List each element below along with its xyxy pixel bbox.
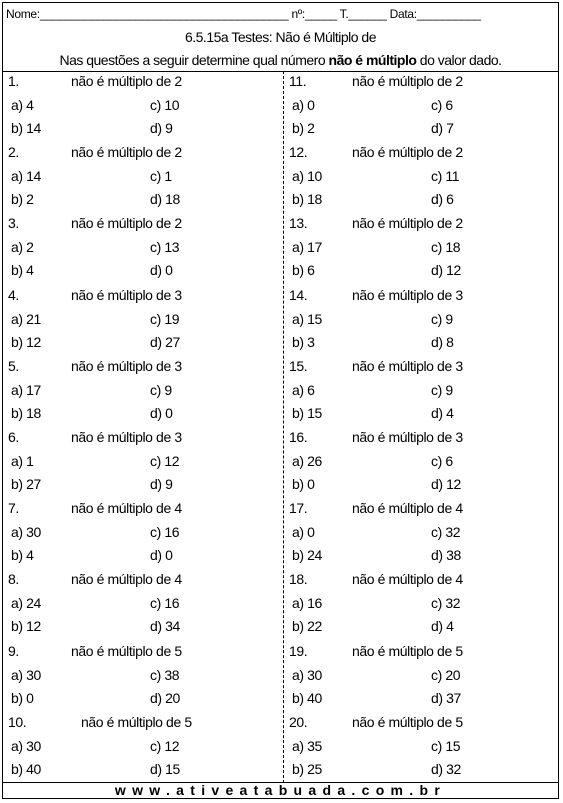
questions-area — [3, 71, 558, 783]
option-a: a) 17 — [11, 381, 41, 398]
option-d: d) 9 — [150, 476, 173, 492]
option-c: c) 19 — [150, 310, 180, 327]
option-d: d) 0 — [150, 404, 173, 421]
option-c: c) 9 — [150, 381, 172, 398]
option-b: b) 6 — [292, 262, 315, 279]
question-statement: não é múltiplo de 3 — [352, 286, 463, 303]
option-c: c) 13 — [150, 239, 180, 256]
option-c: c) 16 — [150, 524, 180, 541]
question-number: 7. — [8, 500, 19, 517]
question-number: 1. — [8, 73, 19, 89]
option-c: c) 9 — [431, 310, 453, 327]
option-a: a) 4 — [11, 97, 34, 113]
option-c: c) 18 — [431, 239, 461, 256]
option-d: d) 7 — [431, 120, 454, 136]
option-a: a) 15 — [292, 310, 322, 327]
option-c: c) 9 — [431, 381, 453, 398]
option-c: c) 38 — [150, 666, 180, 683]
option-d: d) 0 — [150, 262, 173, 279]
option-c: c) 15 — [431, 737, 461, 754]
option-b: b) 18 — [292, 191, 322, 208]
option-a: a) 30 — [11, 666, 41, 683]
question-12 — [286, 142, 562, 213]
question-14 — [286, 285, 562, 356]
option-a: a) 30 — [11, 737, 41, 754]
option-d: d) 38 — [431, 547, 461, 564]
option-c: c) 12 — [150, 737, 180, 754]
option-a: a) 21 — [11, 310, 41, 327]
option-b: b) 22 — [292, 618, 322, 635]
option-a: a) 30 — [11, 524, 41, 541]
option-b: b) 25 — [292, 760, 322, 777]
question-7 — [5, 498, 281, 569]
option-d: d) 8 — [431, 333, 454, 350]
option-c: c) 10 — [150, 97, 180, 113]
question-number: 3. — [8, 215, 19, 232]
option-a: a) 35 — [292, 737, 322, 754]
question-number: 9. — [8, 642, 19, 659]
question-number: 5. — [8, 357, 19, 374]
option-d: d) 18 — [150, 191, 180, 208]
option-a: a) 10 — [292, 168, 322, 185]
option-b: b) 2 — [292, 120, 315, 136]
question-2 — [5, 142, 281, 213]
question-statement: não é múltiplo de 2 — [352, 215, 463, 232]
worksheet-page — [2, 2, 559, 799]
question-statement: não é múltiplo de 2 — [71, 215, 182, 232]
question-19 — [286, 641, 562, 712]
option-a: a) 30 — [292, 666, 322, 683]
question-9 — [5, 641, 281, 712]
instruction-bold: não é múltiplo — [328, 52, 417, 68]
question-17 — [286, 498, 562, 569]
option-a: a) 26 — [292, 453, 322, 469]
instruction-after: do valor dado. — [416, 52, 502, 68]
option-b: b) 12 — [11, 333, 41, 350]
question-5 — [5, 356, 281, 427]
student-info-line: Nome:_______________________________________ nº:_____ T.______ Data:__________ — [6, 7, 481, 21]
question-number: 13. — [289, 215, 308, 232]
option-d: d) 4 — [431, 404, 454, 421]
option-d: d) 9 — [150, 120, 173, 136]
option-b: b) 3 — [292, 333, 315, 350]
question-number: 14. — [289, 286, 308, 303]
question-number: 17. — [289, 500, 308, 517]
option-c: c) 32 — [431, 595, 461, 612]
option-b: b) 15 — [292, 404, 322, 421]
question-4 — [5, 285, 281, 356]
question-11 — [286, 71, 562, 142]
option-c: c) 6 — [431, 97, 453, 113]
option-c: c) 32 — [431, 524, 461, 541]
question-number: 15. — [289, 357, 308, 374]
question-number: 8. — [8, 571, 19, 588]
question-number: 10. — [8, 713, 27, 730]
option-b: b) 24 — [292, 547, 322, 564]
option-a: a) 0 — [292, 97, 315, 113]
question-number: 20. — [289, 713, 308, 730]
option-b: b) 40 — [292, 689, 322, 706]
option-c: c) 6 — [431, 453, 453, 469]
option-a: a) 1 — [11, 453, 34, 469]
question-number: 16. — [289, 429, 308, 445]
question-statement: não é múltiplo de 4 — [71, 571, 182, 588]
question-3 — [5, 213, 281, 284]
option-a: a) 14 — [11, 168, 41, 185]
option-b: b) 14 — [11, 120, 41, 136]
option-c: c) 11 — [431, 168, 460, 185]
option-c: c) 20 — [431, 666, 461, 683]
option-a: a) 17 — [292, 239, 322, 256]
option-a: a) 6 — [292, 381, 315, 398]
question-number: 4. — [8, 286, 19, 303]
option-d: d) 34 — [150, 618, 180, 635]
option-b: b) 0 — [292, 476, 315, 492]
option-a: a) 16 — [292, 595, 322, 612]
question-statement: não é múltiplo de 2 — [352, 73, 463, 89]
question-15 — [286, 356, 562, 427]
option-d: d) 0 — [150, 547, 173, 564]
question-16 — [286, 427, 562, 498]
question-number: 12. — [289, 144, 308, 161]
question-number: 6. — [8, 429, 19, 445]
option-a: a) 0 — [292, 524, 315, 541]
option-b: b) 27 — [11, 476, 41, 492]
option-b: b) 18 — [11, 404, 41, 421]
question-1 — [5, 71, 281, 142]
option-d: d) 37 — [431, 689, 461, 706]
question-number: 19. — [289, 642, 308, 659]
question-statement: não é múltiplo de 4 — [352, 500, 463, 517]
option-b: b) 12 — [11, 618, 41, 635]
question-statement: não é múltiplo de 2 — [71, 144, 182, 161]
option-d: d) 12 — [431, 476, 461, 492]
question-number: 11. — [289, 73, 307, 89]
question-statement: não é múltiplo de 4 — [352, 571, 463, 588]
question-statement: não é múltiplo de 3 — [352, 429, 463, 445]
option-d: d) 15 — [150, 760, 180, 777]
footer-website: www.ativeatabuada.com.br — [114, 782, 447, 798]
option-a: a) 2 — [11, 239, 34, 256]
option-b: b) 2 — [11, 191, 34, 208]
question-10 — [5, 712, 281, 783]
instruction-text — [3, 51, 558, 69]
question-statement: não é múltiplo de 5 — [81, 713, 192, 730]
option-b: b) 4 — [11, 547, 34, 564]
question-statement: não é múltiplo de 2 — [352, 144, 463, 161]
option-c: c) 12 — [150, 453, 180, 469]
question-statement: não é múltiplo de 3 — [71, 286, 182, 303]
option-d: d) 20 — [150, 689, 180, 706]
question-6 — [5, 427, 281, 498]
question-number: 18. — [289, 571, 308, 588]
option-a: a) 24 — [11, 595, 41, 612]
option-d: d) 27 — [150, 333, 180, 350]
option-d: d) 4 — [431, 618, 454, 635]
option-d: d) 6 — [431, 191, 454, 208]
option-d: d) 32 — [431, 760, 461, 777]
option-b: b) 0 — [11, 689, 34, 706]
instruction-before: Nas questões a seguir determine qual número — [59, 52, 329, 68]
question-20 — [286, 712, 562, 783]
option-b: b) 40 — [11, 760, 41, 777]
question-statement: não é múltiplo de 2 — [71, 73, 182, 89]
option-d: d) 12 — [431, 262, 461, 279]
question-statement: não é múltiplo de 3 — [71, 429, 182, 445]
question-statement: não é múltiplo de 3 — [352, 357, 463, 374]
option-b: b) 4 — [11, 262, 34, 279]
question-18 — [286, 569, 562, 640]
question-statement: não é múltiplo de 5 — [352, 642, 463, 659]
option-c: c) 16 — [150, 595, 180, 612]
question-13 — [286, 213, 562, 284]
question-number: 2. — [8, 144, 19, 161]
question-statement: não é múltiplo de 5 — [352, 713, 463, 730]
question-statement: não é múltiplo de 3 — [71, 357, 182, 374]
worksheet-title: 6.5.15a Testes: Não é Múltiplo de — [184, 29, 377, 45]
option-c: c) 1 — [150, 168, 172, 185]
question-8 — [5, 569, 281, 640]
question-statement: não é múltiplo de 4 — [71, 500, 182, 517]
question-statement: não é múltiplo de 5 — [71, 642, 182, 659]
